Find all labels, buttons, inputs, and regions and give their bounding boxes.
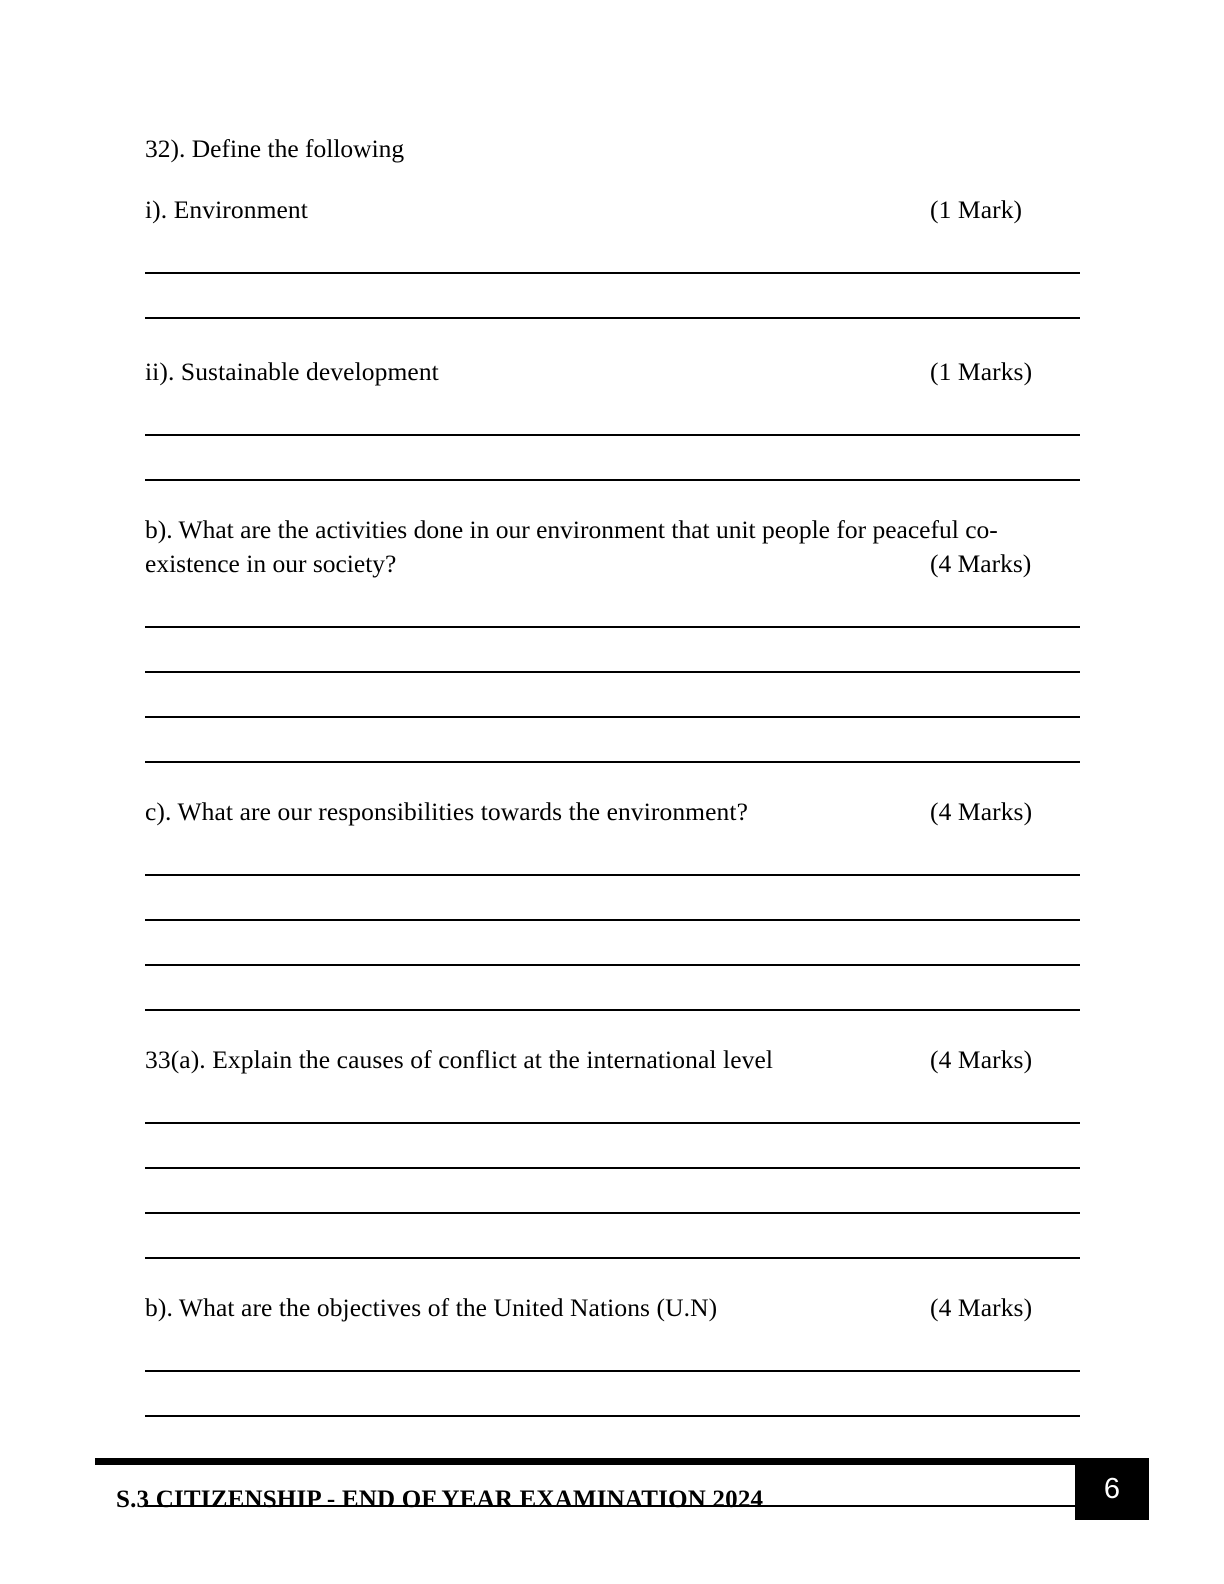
answer-lines xyxy=(145,1076,1080,1259)
answer-lines xyxy=(145,388,1080,481)
question-text: 33(a). Explain the causes of conflict at the international level xyxy=(145,1044,774,1074)
question-block-q32-b xyxy=(145,513,1080,762)
question-text: ii). Sustainable development xyxy=(145,357,439,387)
question-text: i). Environment xyxy=(145,195,308,225)
question-text: b). What are the objectives of the United Nations (U.N) xyxy=(145,1292,718,1322)
answer-lines xyxy=(145,828,1080,1011)
question-block-q32-i xyxy=(145,193,1080,319)
question-list xyxy=(145,132,1080,1507)
answer-lines xyxy=(145,226,1080,319)
marks-label: (4 Marks) xyxy=(930,796,1033,826)
marks-label: (1 Mark) xyxy=(930,195,1023,225)
page-number-badge xyxy=(1075,1458,1149,1520)
page-number: 6 xyxy=(1103,1472,1121,1505)
question-text: 32). Define the following xyxy=(145,134,405,163)
question-text: c). What are our responsibilities towards the environment? xyxy=(145,796,748,826)
page-footer xyxy=(0,1458,1224,1584)
question-block-q33-a xyxy=(145,1043,1080,1259)
answer-lines xyxy=(145,580,1080,763)
footer-divider xyxy=(95,1458,1075,1465)
marks-label: (4 Marks) xyxy=(930,548,1032,578)
marks-label: (4 Marks) xyxy=(930,1292,1033,1322)
question-text: b). What are the activities done in our environment that unit people for peaceful co-existence in our society? xyxy=(145,515,998,578)
marks-label: (4 Marks) xyxy=(930,1044,1033,1074)
question-block-q32-c xyxy=(145,795,1080,1011)
marks-label: (1 Marks) xyxy=(930,357,1033,387)
question-block-q32-stem xyxy=(145,132,1080,165)
question-block-q32-ii xyxy=(145,355,1080,481)
footer-title: S.3 CITIZENSHIP - END OF YEAR EXAMINATION 2024 xyxy=(116,1486,764,1513)
